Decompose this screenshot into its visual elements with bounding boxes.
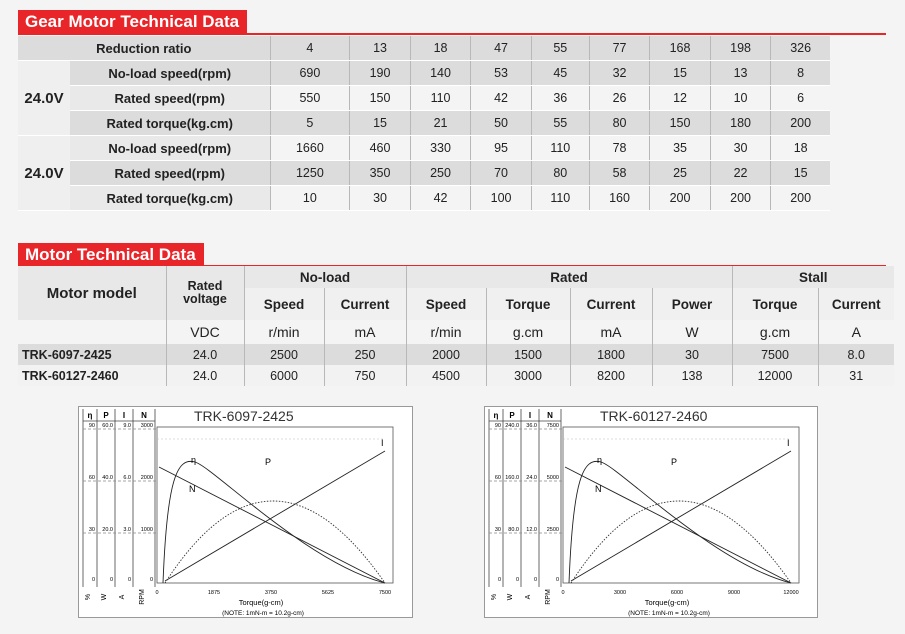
- x-axis-label: Torque(g-cm): [644, 598, 690, 607]
- motor-row: [18, 365, 894, 386]
- efficiency-curve: [163, 461, 385, 583]
- ratio-cell: 18: [410, 36, 471, 61]
- chart-panel-2: [484, 406, 818, 618]
- row-label: No-load speed(rpm): [70, 61, 270, 86]
- value-cell: 180: [710, 111, 771, 136]
- x-tick-label: 3000: [613, 590, 627, 596]
- curve-label-n: N: [595, 484, 602, 494]
- scale-value: 80.0: [508, 527, 519, 533]
- ratio-cell: 198: [710, 36, 771, 61]
- scale-value: 1000: [140, 527, 153, 533]
- sub-header: Current: [324, 288, 406, 320]
- gear-data-row: [18, 186, 830, 211]
- scale-value: 30: [88, 527, 95, 533]
- unit-label: %: [491, 593, 498, 601]
- value-cell: 160: [589, 186, 650, 211]
- curve-label-p: P: [671, 457, 678, 467]
- no-load-header: No-load: [244, 266, 406, 288]
- efficiency-curve: [569, 461, 791, 583]
- motor-section-title: Motor Technical Data: [18, 243, 204, 267]
- motor-value: 1800: [570, 344, 652, 365]
- value-cell: 55: [531, 111, 589, 136]
- value-cell: 42: [410, 186, 471, 211]
- value-cell: 70: [471, 161, 532, 186]
- unit-cell: mA: [324, 320, 406, 344]
- value-cell: 100: [471, 186, 532, 211]
- curve-label-i: I: [381, 438, 384, 448]
- value-cell: 10: [270, 186, 350, 211]
- unit-cell: mA: [570, 320, 652, 344]
- curve-label-eta: η: [597, 455, 603, 465]
- motor-value: 7500: [732, 344, 818, 365]
- current-curve: [571, 451, 791, 581]
- gear-data-row: [18, 86, 830, 111]
- row-label: Rated speed(rpm): [70, 86, 270, 111]
- value-cell: 42: [471, 86, 532, 111]
- x-axis-label: Torque(g-cm): [238, 598, 284, 607]
- scale-value: 60: [88, 475, 95, 481]
- gear-title-rule: [18, 33, 886, 35]
- motor-table: [18, 266, 894, 386]
- motor-value: 24.0: [166, 344, 244, 365]
- gear-data-row: [18, 161, 830, 186]
- value-cell: 200: [771, 111, 830, 136]
- value-cell: 250: [410, 161, 471, 186]
- value-cell: 78: [589, 136, 650, 161]
- value-cell: 80: [589, 111, 650, 136]
- x-tick-label: 12000: [783, 590, 799, 596]
- motor-value: 8.0: [818, 344, 894, 365]
- value-cell: 110: [531, 136, 589, 161]
- unit-label: A: [119, 594, 126, 600]
- unit-cell: W: [652, 320, 732, 344]
- scale-column-head: P: [509, 411, 515, 420]
- chart-note: (NOTE: 1mN-m = 10.2g-cm): [628, 610, 710, 617]
- value-cell: 1250: [270, 161, 350, 186]
- motor-value: 138: [652, 365, 732, 386]
- scale-value: 60: [494, 475, 501, 481]
- sub-header: Current: [570, 288, 652, 320]
- scale-value: 0: [515, 577, 519, 583]
- value-cell: 35: [650, 136, 711, 161]
- value-cell: 15: [350, 111, 411, 136]
- x-tick-label: 0: [155, 590, 159, 596]
- motor-value: 24.0: [166, 365, 244, 386]
- value-cell: 690: [270, 61, 350, 86]
- unit-cell: g.cm: [732, 320, 818, 344]
- sub-header: Speed: [244, 288, 324, 320]
- sub-header: Current: [818, 288, 894, 320]
- value-cell: 30: [350, 186, 411, 211]
- value-cell: 200: [771, 186, 830, 211]
- value-cell: 10: [710, 86, 771, 111]
- scale-value: 5000: [546, 475, 559, 481]
- plot-frame: [157, 427, 393, 583]
- voltage-group-label: 24.0V: [18, 136, 70, 211]
- value-cell: 110: [410, 86, 471, 111]
- scale-value: 30: [494, 527, 501, 533]
- motor-value: 4500: [406, 365, 486, 386]
- sub-header: Speed: [406, 288, 486, 320]
- gear-data-row: [18, 111, 830, 136]
- scale-value: 40.0: [102, 475, 113, 481]
- motor-value: 8200: [570, 365, 652, 386]
- scale-value: 0: [533, 577, 537, 583]
- scale-value: 240.0: [505, 423, 519, 429]
- ratio-cell: 47: [471, 36, 532, 61]
- scale-column-head: N: [547, 411, 553, 420]
- plot-frame: [563, 427, 799, 583]
- value-cell: 30: [710, 136, 771, 161]
- scale-column-head: I: [528, 411, 532, 420]
- chart-panel-1: [78, 406, 413, 618]
- row-label: Rated torque(kg.cm): [70, 111, 270, 136]
- unit-label: A: [525, 594, 532, 600]
- row-label: Rated speed(rpm): [70, 161, 270, 186]
- scale-column-head: I: [122, 411, 126, 420]
- scale-value: 60.0: [102, 423, 113, 429]
- unit-label: RPM: [545, 589, 552, 605]
- row-label: No-load speed(rpm): [70, 136, 270, 161]
- value-cell: 550: [270, 86, 350, 111]
- gear-data-row: [18, 136, 830, 161]
- scale-value: 2500: [546, 527, 559, 533]
- scale-value: 3000: [140, 423, 153, 429]
- scale-value: 0: [555, 577, 559, 583]
- scale-value: 0: [109, 577, 113, 583]
- scale-value: 0: [149, 577, 153, 583]
- ratio-cell: 168: [650, 36, 711, 61]
- x-tick-label: 0: [561, 590, 565, 596]
- value-cell: 12: [650, 86, 711, 111]
- motor-model: TRK-6097-2425: [18, 344, 166, 365]
- x-tick-label: 7500: [378, 590, 392, 596]
- value-cell: 6: [771, 86, 830, 111]
- unit-cell: r/min: [244, 320, 324, 344]
- value-cell: 95: [471, 136, 532, 161]
- gear-section-title: Gear Motor Technical Data: [18, 10, 247, 34]
- scale-value: 90: [88, 423, 95, 429]
- ratio-cell: 77: [589, 36, 650, 61]
- motor-value: 6000: [244, 365, 324, 386]
- value-cell: 350: [350, 161, 411, 186]
- chart-title: TRK-6097-2425: [194, 408, 294, 424]
- value-cell: 13: [710, 61, 771, 86]
- gear-ratio-row: [18, 36, 830, 61]
- chart-note: (NOTE: 1mN-m = 10.2g-cm): [222, 610, 304, 617]
- value-cell: 18: [771, 136, 830, 161]
- motor-model: TRK-60127-2460: [18, 365, 166, 386]
- curve-label-eta: η: [191, 455, 197, 465]
- motor-value: 750: [324, 365, 406, 386]
- sub-header: Torque: [732, 288, 818, 320]
- unit-label: W: [507, 593, 514, 601]
- value-cell: 26: [589, 86, 650, 111]
- scale-value: 7500: [546, 423, 559, 429]
- x-tick-label: 1875: [207, 590, 221, 596]
- x-tick-label: 6000: [670, 590, 684, 596]
- unit-cell: r/min: [406, 320, 486, 344]
- motor-value: 2000: [406, 344, 486, 365]
- value-cell: 58: [589, 161, 650, 186]
- curve-label-i: I: [787, 438, 790, 448]
- unit-cell: A: [818, 320, 894, 344]
- value-cell: 50: [471, 111, 532, 136]
- scale-value: 12.0: [526, 527, 537, 533]
- ratio-cell: 13: [350, 36, 411, 61]
- scale-value: 0: [497, 577, 501, 583]
- value-cell: 36: [531, 86, 589, 111]
- unit-cell: g.cm: [486, 320, 570, 344]
- ratio-cell: 4: [270, 36, 350, 61]
- value-cell: 8: [771, 61, 830, 86]
- value-cell: 1660: [270, 136, 350, 161]
- scale-value: 90: [494, 423, 501, 429]
- value-cell: 15: [650, 61, 711, 86]
- motor-value: 30: [652, 344, 732, 365]
- value-cell: 150: [650, 111, 711, 136]
- scale-value: 24.0: [526, 475, 537, 481]
- value-cell: 5: [270, 111, 350, 136]
- x-tick-label: 9000: [727, 590, 741, 596]
- ratio-label: Reduction ratio: [18, 36, 270, 61]
- value-cell: 25: [650, 161, 711, 186]
- performance-chart-1: [79, 407, 412, 617]
- voltage-group-label: 24.0V: [18, 61, 70, 136]
- value-cell: 190: [350, 61, 411, 86]
- value-cell: 80: [531, 161, 589, 186]
- motor-value: 12000: [732, 365, 818, 386]
- motor-value: 2500: [244, 344, 324, 365]
- scale-value: 36.0: [526, 423, 537, 429]
- motor-value: 31: [818, 365, 894, 386]
- scale-column-head: N: [141, 411, 147, 420]
- gear-data-row: [18, 61, 830, 86]
- value-cell: 150: [350, 86, 411, 111]
- performance-chart-2: [485, 407, 817, 617]
- rated-header: Rated: [406, 266, 732, 288]
- value-cell: 330: [410, 136, 471, 161]
- chart-title: TRK-60127-2460: [600, 408, 708, 424]
- ratio-cell: 55: [531, 36, 589, 61]
- motor-value: 1500: [486, 344, 570, 365]
- ratio-cell: 326: [771, 36, 830, 61]
- scale-value: 0: [127, 577, 131, 583]
- scale-column-head: η: [87, 411, 93, 420]
- scale-column-head: η: [493, 411, 499, 420]
- gear-table: [18, 36, 830, 211]
- motor-value: 250: [324, 344, 406, 365]
- unit-spacer: [18, 320, 166, 344]
- unit-label: %: [85, 593, 92, 601]
- value-cell: 53: [471, 61, 532, 86]
- value-cell: 15: [771, 161, 830, 186]
- x-tick-label: 3750: [264, 590, 278, 596]
- value-cell: 200: [710, 186, 771, 211]
- value-cell: 32: [589, 61, 650, 86]
- value-cell: 200: [650, 186, 711, 211]
- value-cell: 460: [350, 136, 411, 161]
- value-cell: 45: [531, 61, 589, 86]
- unit-label: RPM: [139, 589, 146, 605]
- sub-header: Power: [652, 288, 732, 320]
- unit-label: W: [101, 593, 108, 601]
- scale-value: 3.0: [123, 527, 131, 533]
- scale-value: 0: [91, 577, 95, 583]
- stall-header: Stall: [732, 266, 894, 288]
- value-cell: 110: [531, 186, 589, 211]
- scale-value: 160.0: [505, 475, 519, 481]
- scale-value: 2000: [140, 475, 153, 481]
- curve-label-p: P: [265, 457, 272, 467]
- motor-model-header: Motor model: [18, 266, 166, 320]
- scale-value: 9.0: [123, 423, 131, 429]
- motor-value: 3000: [486, 365, 570, 386]
- motor-row: [18, 344, 894, 365]
- curve-label-n: N: [189, 484, 196, 494]
- value-cell: 140: [410, 61, 471, 86]
- scale-value: 6.0: [123, 475, 131, 481]
- value-cell: 21: [410, 111, 471, 136]
- rated-voltage-header: Rated voltage: [166, 266, 244, 320]
- unit-cell: VDC: [166, 320, 244, 344]
- scale-value: 20.0: [102, 527, 113, 533]
- scale-column-head: P: [103, 411, 109, 420]
- current-curve: [165, 451, 385, 581]
- value-cell: 22: [710, 161, 771, 186]
- x-tick-label: 5625: [321, 590, 335, 596]
- row-label: Rated torque(kg.cm): [70, 186, 270, 211]
- sub-header: Torque: [486, 288, 570, 320]
